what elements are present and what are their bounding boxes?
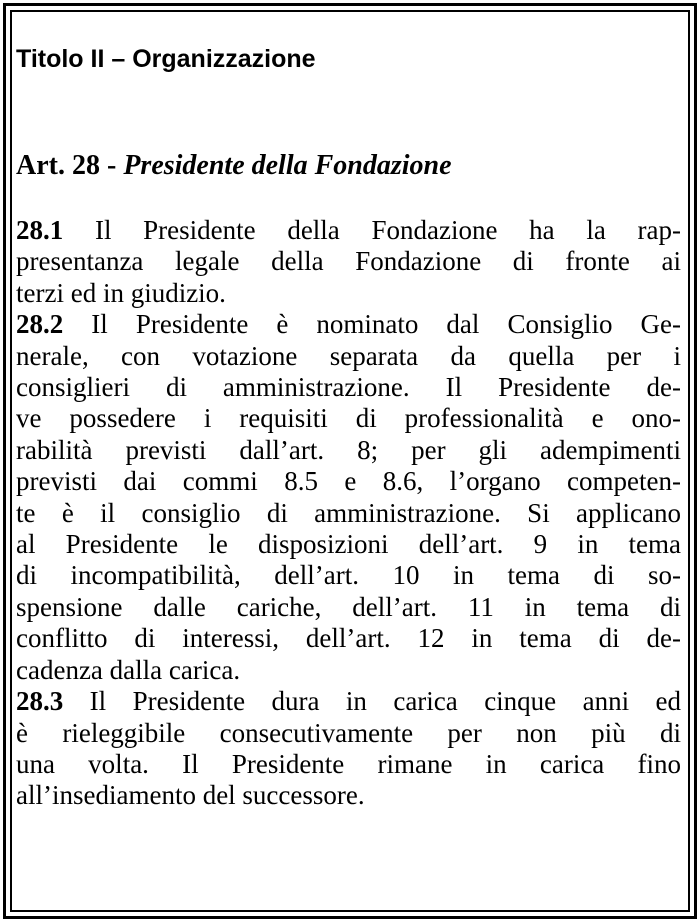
paragraph-line: una volta. Il Presidente rimane in carica fino (16, 748, 681, 779)
paragraph-line: previsti dai commi 8.5 e 8.6, l’organo competen- (16, 466, 681, 497)
article-number: Art. 28 (16, 150, 100, 181)
paragraph-28-2 (16, 309, 681, 686)
paragraph-line: nerale, con votazione separata da quella per i (16, 340, 681, 371)
paragraph-line: te è il consiglio di amministrazione. Si applicano (16, 497, 681, 528)
article-body (16, 215, 681, 812)
paragraph-number: 28.1 (16, 215, 64, 245)
paragraph-line: è rieleggibile consecutivamente per non più di (16, 717, 681, 748)
article-name: Presidente della Fondazione (123, 150, 452, 181)
document-content (16, 44, 681, 812)
paragraph-line: rabilità previsti dall’art. 8; per gli adempimenti (16, 434, 681, 465)
article-heading (16, 149, 681, 183)
paragraph-28-3 (16, 686, 681, 812)
paragraph-line: consiglieri di amministrazione. Il Presidente de- (16, 372, 681, 403)
document-frame (3, 3, 697, 919)
paragraph-line: terzi ed in giudizio. (16, 277, 226, 308)
paragraph-line: presentanza legale della Fondazione di fronte ai (16, 246, 681, 277)
paragraph-line: conflitto di interessi, dell’art. 12 in tema di de- (16, 623, 681, 654)
paragraph-line: al Presidente le disposizioni dell’art. 9 in tema (16, 529, 681, 560)
paragraph-line: 28.2 Il Presidente è nominato dal Consiglio Ge- (16, 309, 681, 340)
paragraph-number: 28.3 (16, 686, 64, 717)
paragraph-line: 28.1 Il Presidente della Fondazione ha la rap- (16, 215, 681, 245)
paragraph-line: 28.3 Il Presidente dura in carica cinque anni ed (16, 686, 681, 717)
paragraph-28-1 (16, 215, 681, 309)
article-separator: - (99, 150, 124, 181)
section-title: Titolo II – Organizzazione (16, 45, 316, 73)
paragraph-line: spensione dalle cariche, dell’art. 11 in tema di (16, 591, 681, 622)
paragraph-number: 28.2 (16, 309, 64, 340)
paragraph-line: di incompatibilità, dell’art. 10 in tema di so- (16, 560, 681, 591)
paragraph-line: ve possedere i requisiti di professionalità e ono- (16, 403, 681, 434)
paragraph-line: cadenza dalla carica. (16, 654, 241, 685)
paragraph-line: all’insediamento del successore. (16, 780, 365, 811)
